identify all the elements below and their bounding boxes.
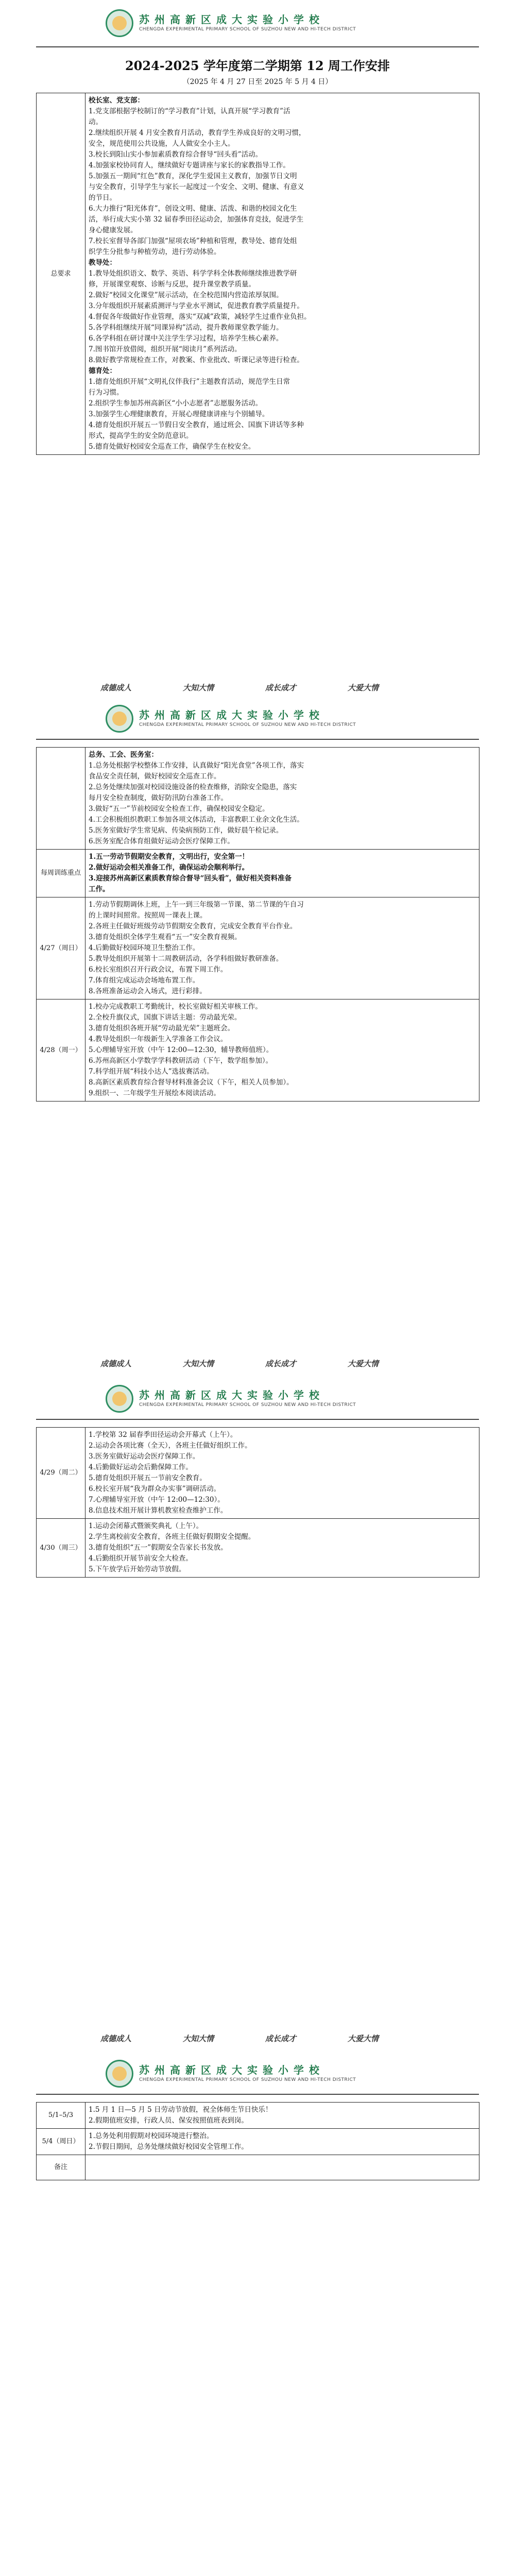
school-header-3 [0,1381,515,1417]
text-line: 6.各学科组在研讨课中关注学生学习过程，培养学生核心素养。 [89,334,283,343]
text-line: 2.组织学生参加苏州高新区“小小志愿者”志愿服务活动。 [89,399,263,408]
row-label-day-0: 4/27（周日） [37,897,85,999]
general-requirements [85,93,479,455]
text-line: 1.德育处组织开展“文明礼仪伴我行”主题教育活动，规范学生日常 [89,378,290,386]
motto-4: 大爱大情 [348,1359,379,1368]
text-line: 1.总务处根据学校整体工作安排，认真做好“阳光食堂”各项工作，落实 [89,761,304,770]
school-name-en: CHENGDA EXPERIMENTAL PRIMARY SCHOOL OF SUZHOU NEW AND HI-TECH DISTRICT [139,27,356,32]
text-line: 7.科学组开展“科技小达人”选拔赛活动。 [89,1067,214,1076]
day-schedule [85,897,479,999]
text-line: 德育处： [89,367,116,375]
text-line: 形式，提高学生的安全防范意识。 [89,432,193,440]
notes-cell [85,2155,479,2180]
schedule-table-1 [36,93,479,455]
text-line: 每月安全检查制度，做好防汛防台准备工作。 [89,794,228,802]
day-schedule [85,999,479,1101]
text-line: 活，举行成大实小第 32 届春季田径运动会，加强体育竞技，促进学生 [89,215,304,224]
divider [36,46,479,47]
text-line: 2.学生离校前安全教育，各班主任做好假期安全提醒。 [89,1533,255,1541]
text-line: 修，开展课堂观察、诊断与反思，提升课堂教学质量。 [89,280,255,289]
school-name: 苏州高新区成大实验小学校 [139,709,324,721]
text-line: 3.德育处组织“五一”假期安全告家长书发放。 [89,1544,228,1552]
general-requirements-cont [85,748,479,850]
text-line: 3.校长到阳山实小参加素质教育综合督导“回头看”活动。 [89,150,263,159]
text-line: 1.总务处利用假期对校园环境进行整治。 [89,2132,214,2140]
text-line: 动。 [89,118,102,126]
motto-1: 成德成人 [100,1359,132,1368]
text-line: 3.德育处组织各班开展“劳动最光荣”主题班会。 [89,1024,235,1032]
text-line: 5.心理辅导室开放（中午 12:00—12:30，辅导教师值班）。 [89,1046,273,1054]
school-name: 苏州高新区成大实验小学校 [139,13,324,26]
text-line: 3.加强学生心理健康教育，开展心理健康讲座与个别辅导。 [89,410,269,418]
text-line: 9.组织一、二年级学生开展绘本阅读活动。 [89,1089,220,1097]
day-schedule [85,2103,479,2129]
text-line: 5.德育处做好校园安全巡查工作，确保学生在校安全。 [89,443,255,451]
school-header-2 [0,701,515,737]
motto-bar [0,1355,515,1376]
text-line: 2.运动会各项比赛（全天），各班主任做好组织工作。 [89,1442,252,1450]
text-line: 1.5 月 1 日—5 月 5 日劳动节放假，祝全体师生节日快乐！ [89,2106,272,2114]
text-line: 4.加强家校协同育人，继续做好专题讲座与家长的家教指导工作。 [89,161,290,170]
text-line: 2.继续组织开展 4 月安全教育月活动，教育学生养成良好的文明习惯， [89,129,306,137]
row-label-notes: 备注 [37,2155,85,2180]
text-line: 2.全校升旗仪式，国旗下讲话主题：劳动最光荣。 [89,1013,242,1022]
text-line: 7.图书馆开放借阅，组织开展“阅读月”系列活动。 [89,345,242,353]
text-line: 4.后勤组织开展节前安全大检查。 [89,1554,193,1563]
divider [36,739,479,740]
text-line: 与安全教育，引导学生与家长一起度过一个安全、文明、健康、有意义 [89,183,304,191]
day-schedule [85,1428,479,1519]
text-line: 织学生分批参与种植劳动，进行劳动体验。 [89,248,221,256]
text-line: 5.加强五一期间“红色”教育，深化学生爱国主义教育，加强节日文明 [89,172,297,180]
text-line: 3.医务室做好运动会医疗保障工作。 [89,1452,200,1461]
text-line: 8.各班准备运动会入场式，进行彩排。 [89,987,207,995]
row-label-day-1: 4/28（周一） [37,999,85,1101]
page-subtitle: （2025 年 4 月 27 日至 2025 年 5 月 4 日） [182,78,333,86]
row-label-day-3: 4/30（周三） [37,1519,85,1578]
text-line: 的上课时间照常。按照周一课表上课。 [89,911,207,920]
text-line: 6.大力推行“阳光体育”，创设文明、健康、活泼、和谐的校园文化生 [89,205,297,213]
row-label-important: 每周训练重点 [37,850,85,897]
motto-2: 大知大情 [183,683,214,692]
text-line: 4.工会积极组织教职工参加各项文体活动，丰富教职工业余文化生活。 [89,816,304,824]
text-line: 6.医务室配合体育组做好运动会医疗保障工作。 [89,837,234,845]
page-title: 2024-2025 学年度第二学期第 12 周工作安排 [125,58,390,73]
text-line: 1.五一劳动节假期安全教育，文明出行，安全第一！ [89,853,249,861]
text-line: 2.节假日期间，总务处继续做好校园安全管理工作。 [89,2143,248,2151]
school-header [0,5,515,41]
weekly-focus [85,850,479,897]
text-line: 5.教导处组织开展第十二周教研活动，各学科组做好教研准备。 [89,955,283,963]
text-line: 4.督促各年级做好作业管理，落实“双减”政策，减轻学生过重作业负担。 [89,313,311,321]
motto-4: 大爱大情 [348,2034,379,2043]
schedule-table-2 [36,747,479,1101]
text-line: 教导处： [89,259,116,267]
school-header-4 [0,2056,515,2092]
row-label-day-5: 5/4（周日） [37,2129,85,2155]
text-line: 食品安全责任制，做好校园安全巡查工作。 [89,772,221,781]
text-line: 2.假期值班安排，行政人员、保安按照值班表到岗。 [89,2116,248,2125]
text-line: 8.信息技术组开展计算机教室检查维护工作。 [89,1506,228,1515]
school-name: 苏州高新区成大实验小学校 [139,1389,324,1401]
text-line: 2.做好运动会相关准备工作，确保运动会顺利举行。 [89,863,249,872]
text-line: 总务、工会、医务室： [89,751,158,759]
school-logo-icon [106,705,133,733]
text-line: 4.后勤做好校园环境卫生整治工作。 [89,944,200,952]
text-line: 4.德育处组织开展五一节假日安全教育，通过班会、国旗下讲话等多种 [89,421,304,429]
motto-3: 成长成才 [265,683,297,692]
text-line: 2.做好“校园文化课堂”展示活动，在全校范围内营造浓厚氛围。 [89,291,283,299]
day-schedule [85,1519,479,1578]
text-line: 6.校长室开展“我为群众办实事”调研活动。 [89,1485,221,1493]
text-line: 2.各班主任做好班级劳动节假期安全教育，完成安全教育平台作业。 [89,922,297,930]
text-line: 5.下午放学后开始劳动节放假。 [89,1565,186,1573]
text-line: 3.分年级组织开展素质测评与学业水平测试，促进教育教学质量提升。 [89,302,304,310]
motto-2: 大知大情 [183,1359,214,1368]
text-line: 6.校长室组织召开行政会议，布置下周工作。 [89,965,228,974]
school-name: 苏州高新区成大实验小学校 [139,2064,324,2076]
text-line: 7.心理辅导室开放（中午 12:00—12:30）。 [89,1496,225,1504]
school-logo-icon [106,9,133,37]
schedule-table-3 [36,1427,479,1578]
text-line: 4.教导处组织一年级新生入学准备工作会议。 [89,1035,228,1043]
text-line: 的节日。 [89,194,116,202]
motto-1: 成德成人 [100,683,132,692]
text-line: 8.做好教学常规检查工作，对教案、作业批改、听课记录等进行检查。 [89,356,304,364]
school-name-en: CHENGDA EXPERIMENTAL PRIMARY SCHOOL OF SUZHOU NEW AND HI-TECH DISTRICT [139,1402,356,1408]
school-name-en: CHENGDA EXPERIMENTAL PRIMARY SCHOOL OF SUZHOU NEW AND HI-TECH DISTRICT [139,722,356,727]
motto-3: 成长成才 [265,1359,297,1368]
text-line: 5.德育处组织开展五一节前安全教育。 [89,1474,207,1482]
text-line: 3.德育处组织全体学生观看“五一”安全教育视频。 [89,933,242,941]
school-logo-icon [106,2060,133,2088]
text-line: 行为习惯。 [89,388,124,397]
text-line: 工作。 [89,885,110,893]
text-line: 5.各学科组继续开展“同课异构”活动，提升教师课堂教学能力。 [89,324,283,332]
text-line: 8.高新区素质教育综合督导材料准备会议（下午，相关人员参加）。 [89,1078,294,1087]
schedule-table-4 [36,2102,479,2180]
text-line: 2.总务处继续加强对校园设施设备的检查维修，消除安全隐患，落实 [89,783,297,791]
motto-bar [0,2030,515,2050]
text-line: 校长室、党支部： [89,96,144,105]
divider [36,2094,479,2095]
motto-3: 成长成才 [265,2034,297,2043]
text-line: 1.党支部根据学校制订的“学习教育”计划，认真开展“学习教育”活 [89,107,290,115]
row-label-general-cont [37,748,85,850]
text-line: 1.劳动节假期调休上班，上午一到三年级第一节课、第二节课的午自习 [89,901,304,909]
text-line: 身心健康发展。 [89,226,138,234]
text-line: 安全，规范使用公共设施，人人做安全小主人。 [89,140,235,148]
motto-bar [0,679,515,700]
motto-4: 大爱大情 [348,683,379,692]
day-schedule [85,2129,479,2155]
text-line: 7.校长室督导各部门加强“屋项农场”种植和管理，教导处、德育处组 [89,237,297,245]
motto-1: 成德成人 [100,2034,132,2043]
divider [36,1419,479,1420]
text-line: 1.教导处组织语文、数学、英语、科学学科全体教师继续推进教学研 [89,269,297,278]
text-line: 6.苏州高新区小学数学学科教研活动（下午，数学组参加）。 [89,1057,273,1065]
row-label-day-2: 4/29（周二） [37,1428,85,1519]
text-line: 3.迎接苏州高新区素质教育综合督导“回头看”，做好相关资料准备 [89,874,292,883]
row-label-general: 总要求 [37,93,85,455]
school-name-en: CHENGDA EXPERIMENTAL PRIMARY SCHOOL OF SUZHOU NEW AND HI-TECH DISTRICT [139,2077,356,2082]
text-line: 5.医务室做好学生常见病、传染病预防工作，做好晨午检记录。 [89,826,283,835]
text-line: 7.体育组完成运动会场地布置工作。 [89,976,200,985]
text-line: 1.校办完成教职工考勤统计，校长室做好相关审核工作。 [89,1003,262,1011]
school-logo-icon [106,1385,133,1413]
motto-2: 大知大情 [183,2034,214,2043]
text-line: 1.学校第 32 届春季田径运动会开幕式（上午）。 [89,1431,237,1439]
row-label-day-4: 5/1–5/3 [37,2103,85,2129]
text-line: 3.做好“五一”节前校园安全检查工作，确保校园安全稳定。 [89,805,269,813]
text-line: 1.运动会闭幕式暨颁奖典礼（上午）。 [89,1522,203,1530]
text-line: 4.后勤做好运动会后勤保障工作。 [89,1463,193,1471]
